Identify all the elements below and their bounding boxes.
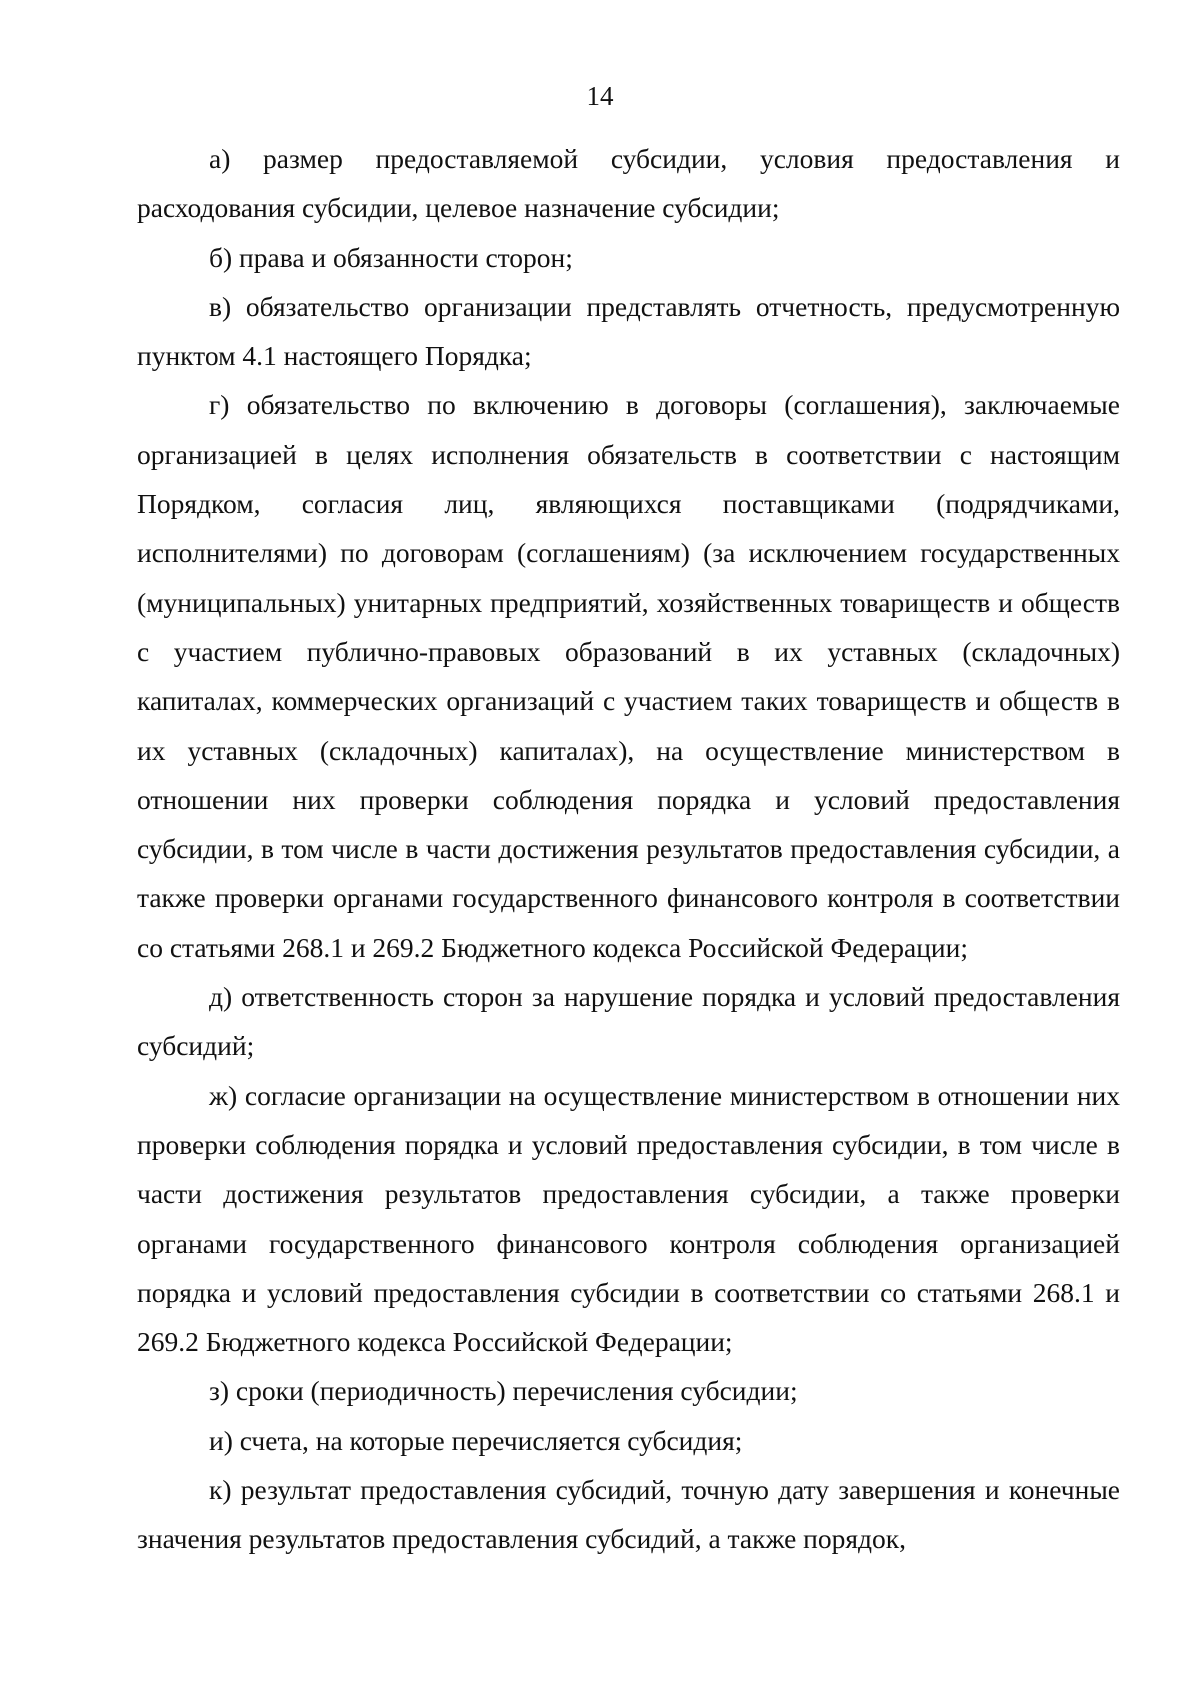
document-body	[137, 134, 1120, 1564]
paragraph-k-results: к) результат предоставления субсидий, точную дату завершения и конечные значения результатов предоставления субсидий, а также порядок,	[137, 1474, 1120, 1555]
paragraph-zh-consent: ж) согласие организации на осуществление министерством в отношении них проверки соблюдения порядка и условий предоставления субсидии, в том числе в части достижения результатов предоставления субсидии, а также проверки органами государственного финансового контроля соблюдения организацией порядка и условий предоставления субсидии в соответствии со статьями 268.1 и 269.2 Бюджетного кодекса Российской Федерации;	[137, 1079, 1120, 1358]
paragraph-v-reporting-obligation: в) обязательство организации представлять отчетность, предусмотренную пунктом 4.1 настоящего Порядка;	[137, 290, 1120, 372]
paragraph-i-accounts: и) счета, на которые перечисляется субсидия;	[209, 1424, 743, 1456]
paragraph-z-payment-terms: з) сроки (периодичность) перечисления субсидии;	[209, 1375, 798, 1407]
paragraph-b-rights-obligations: б) права и обязанности сторон;	[209, 241, 573, 273]
page-number: 14	[586, 81, 614, 111]
paragraph-g-contract-inclusion: г) обязательство по включению в договоры (соглашения), заключаемые организацией в целях исполнения обязательств в соответствии с настоящим Порядком, согласия лиц, являющихся поставщиками (подрядчиками, исполнителями) по договорам (соглашениям) (за исключением государственных (муниципальных) унитарных предприятий, хозяйственных товариществ и обществ с участием публично-правовых образований в их уставных (складочных) капиталах, коммерческих организаций с участием таких товариществ и обществ в их уставных (складочных) капиталах), на осуществление министерством в отношении них проверки соблюдения порядка и условий предоставления субсидии, в том числе в части достижения результатов предоставления субсидии, а также проверки органами государственного финансового контроля в соответствии со статьями 268.1 и 269.2 Бюджетного кодекса Российской Федерации;	[137, 389, 1120, 963]
paragraph-d-responsibility: д) ответственность сторон за нарушение порядка и условий предоставления субсидий;	[137, 981, 1120, 1062]
paragraph-a-subsidy-size: а) размер предоставляемой субсидии, условия предоставления и расходования субсидии, целевое назначение субсидии;	[137, 143, 1120, 224]
